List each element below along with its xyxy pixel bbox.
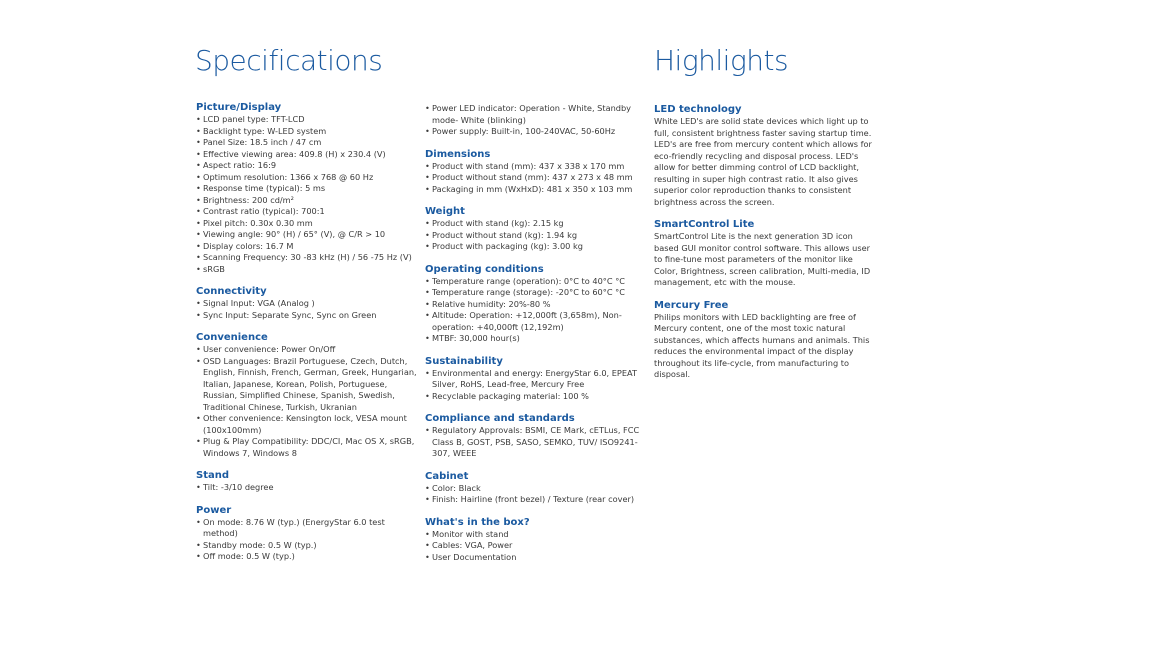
highlight-text: White LED's are solid state devices which light up to full, consistent brightness faster saving startup time. LED's are free from mercury content which allows for eco-friendly recycling and disposal process. LED's allow for better dimming control of LCD backlight, resulting in super high contrast ratio. It also gives superior color reproduction thanks to consistent brightness across the screen.: [654, 116, 872, 207]
spec-item: • Regulatory Approvals: BSMI, CE Mark, cETLus, FCC Class B, GOST, PSB, SASO, SEMKO, TUV/ ISO9241-307, WEEE: [425, 425, 645, 460]
spec-item: • Environmental and energy: EnergyStar 6.0, EPEAT Silver, RoHS, Lead-free, Mercury Free: [425, 368, 645, 391]
spec-list: [425, 368, 645, 403]
spec-item: • Relative humidity: 20%-80 %: [425, 299, 645, 311]
spec-list: [196, 298, 418, 321]
section-what-s-in-the-box: [425, 516, 645, 564]
highlight-title: LED technology: [654, 104, 742, 115]
spec-item: • User convenience: Power On/Off: [196, 344, 418, 356]
section-title: Connectivity: [196, 286, 267, 297]
section-title: Cabinet: [425, 470, 469, 482]
section-operating-conditions: [425, 263, 645, 345]
spec-column-middle: [425, 103, 645, 573]
specifications-heading: Specifications: [195, 44, 383, 77]
highlight-mercury-free: [654, 299, 872, 381]
section-weight: [425, 205, 645, 253]
spec-item: • Signal Input: VGA (Analog ): [196, 298, 418, 310]
spec-item: • Product without stand (mm): 437 x 273 x 48 mm: [425, 172, 645, 184]
spec-item: • Brightness: 200 cd/m²: [196, 195, 418, 207]
spec-item: • MTBF: 30,000 hour(s): [425, 333, 645, 345]
section-stand: [196, 469, 418, 494]
spec-item: • Display colors: 16.7 M: [196, 241, 418, 253]
section-power: [196, 504, 418, 563]
spec-item: • Response time (typical): 5 ms: [196, 183, 418, 195]
spec-list: [425, 276, 645, 345]
spec-item: • On mode: 8.76 W (typ.) (EnergyStar 6.0 test method): [196, 517, 418, 540]
section-title: Weight: [425, 206, 465, 217]
spec-item: • Other convenience: Kensington lock, VESA mount (100x100mm): [196, 413, 418, 436]
spec-item: • Off mode: 0.5 W (typ.): [196, 551, 418, 563]
highlights-column: [654, 103, 872, 391]
spec-list: [196, 482, 418, 494]
spec-item: • Pixel pitch: 0.30x 0.30 mm: [196, 218, 418, 230]
spec-item: • Product with stand (kg): 2.15 kg: [425, 218, 645, 230]
spec-item: • Power LED indicator: Operation - White, Standby mode- White (blinking): [425, 103, 645, 126]
spec-list: [425, 529, 645, 564]
spec-item: • Scanning Frequency: 30 -83 kHz (H) / 56 -75 Hz (V): [196, 252, 418, 264]
spec-item: • Packaging in mm (WxHxD): 481 x 350 x 103 mm: [425, 184, 645, 196]
spec-item: • sRGB: [196, 264, 418, 276]
section-title: What's in the box?: [425, 516, 530, 528]
spec-item: • Color: Black: [425, 483, 645, 495]
spec-item: • User Documentation: [425, 552, 645, 564]
spec-list: [425, 425, 645, 460]
spec-item: • Panel Size: 18.5 inch / 47 cm: [196, 137, 418, 149]
section-title: Operating conditions: [425, 263, 544, 275]
spec-list: [425, 483, 645, 506]
spec-item: • Plug & Play Compatibility: DDC/CI, Mac OS X, sRGB, Windows 7, Windows 8: [196, 436, 418, 459]
highlights-heading: Highlights: [654, 44, 789, 77]
highlight-title: Mercury Free: [654, 299, 729, 311]
spec-list: [196, 114, 418, 275]
spec-item: • Sync Input: Separate Sync, Sync on Green: [196, 310, 418, 322]
spec-item: • LCD panel type: TFT-LCD: [196, 114, 418, 126]
section-power-continued: [425, 103, 645, 138]
section-convenience: [196, 331, 418, 459]
section-connectivity: [196, 285, 418, 321]
spec-item: • Tilt: -3/10 degree: [196, 482, 418, 494]
spec-item: • Standby mode: 0.5 W (typ.): [196, 540, 418, 552]
section-title: Stand: [196, 470, 230, 481]
section-title: Power: [196, 504, 232, 516]
section-compliance-and-standards: [425, 412, 645, 460]
spec-item: • Viewing angle: 90° (H) / 65° (V), @ C/R > 10: [196, 229, 418, 241]
spec-column-left: [196, 101, 418, 573]
spec-item: • Optimum resolution: 1366 x 768 @ 60 Hz: [196, 172, 418, 184]
spec-item: • Effective viewing area: 409.8 (H) x 230.4 (V): [196, 149, 418, 161]
spec-list: [425, 103, 645, 138]
spec-item: • Backlight type: W-LED system: [196, 126, 418, 138]
spec-item: • Product with stand (mm): 437 x 338 x 170 mm: [425, 161, 645, 173]
section-title: Compliance and standards: [425, 413, 575, 424]
highlight-text: SmartControl Lite is the next generation 3D icon based GUI monitor control software. This allows user to fine-tune most parameters of the monitor like Color, Brightness, screen calibration, Multi-media, ID management, etc with the mouse.: [654, 231, 871, 287]
spec-item: • Altitude: Operation: +12,000ft (3,658m), Non-operation: +40,000ft (12,192m): [425, 310, 645, 333]
spec-item: • OSD Languages: Brazil Portuguese, Czech, Dutch, English, Finnish, French, German, Greek, Hungarian, Italian, Japanese, Korean, Polish, Portuguese, Russian, Simplified Chinese, Spanish, Swedish, Traditional Chinese, Turkish, Ukranian: [196, 356, 418, 414]
spec-list: [196, 344, 418, 459]
highlight-text: Philips monitors with LED backlighting are free of Mercury content, one of the most toxic natural substances, which affects humans and animals. This reduces the environmental impact of the display throughout its life-cycle, from manufacturing to disposal.: [654, 311, 870, 379]
spec-list: [196, 517, 418, 563]
section-sustainability: [425, 355, 645, 403]
section-title: Picture/Display: [196, 102, 282, 113]
highlight-title: SmartControl Lite: [654, 219, 755, 230]
section-cabinet: [425, 470, 645, 506]
spec-list: [425, 218, 645, 253]
spec-item: • Monitor with stand: [425, 529, 645, 541]
spec-item: • Product with packaging (kg): 3.00 kg: [425, 241, 645, 253]
spec-item: • Contrast ratio (typical): 700:1: [196, 206, 418, 218]
spec-item: • Temperature range (operation): 0°C to 40°C °C: [425, 276, 645, 288]
section-title: Sustainability: [425, 355, 503, 367]
spec-item: • Finish: Hairline (front bezel) / Texture (rear cover): [425, 494, 645, 506]
spec-item: • Product without stand (kg): 1.94 kg: [425, 230, 645, 242]
section-title: Dimensions: [425, 148, 491, 160]
spec-item: • Temperature range (storage): -20°C to 60°C °C: [425, 287, 645, 299]
highlight-smartcontrol-lite: [654, 218, 872, 289]
spec-item: • Cables: VGA, Power: [425, 540, 645, 552]
highlight-led-technology: [654, 103, 872, 208]
section-dimensions: [425, 148, 645, 196]
section-title: Convenience: [196, 332, 268, 343]
spec-item: • Recyclable packaging material: 100 %: [425, 391, 645, 403]
spec-item: • Aspect ratio: 16:9: [196, 160, 418, 172]
section-picture-display: [196, 101, 418, 275]
spec-list: [425, 161, 645, 196]
spec-item: • Power supply: Built-in, 100-240VAC, 50-60Hz: [425, 126, 645, 138]
